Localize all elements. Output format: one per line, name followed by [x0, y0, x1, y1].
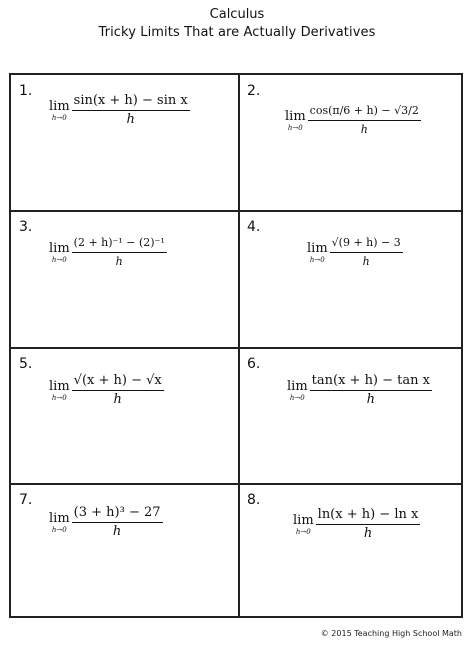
limit-operator: lim h→0	[287, 378, 308, 402]
numerator: √(x + h) − √x	[72, 373, 164, 391]
limit-operator: lim h→0	[293, 512, 314, 536]
problem-number: 2.	[247, 83, 261, 99]
problem-number: 1.	[19, 83, 33, 99]
denominator: h	[113, 392, 122, 407]
denominator: h	[362, 255, 370, 268]
numerator: ln(x + h) − ln x	[316, 507, 421, 525]
limit-operator: lim h→0	[49, 510, 70, 534]
difference-quotient	[72, 373, 164, 408]
page-subtitle: Tricky Limits That are Actually Derivatives	[98, 25, 376, 40]
difference-quotient	[310, 373, 432, 408]
grid-divider-row-1	[11, 210, 461, 212]
problem-number: 8.	[247, 492, 261, 508]
denominator: h	[366, 392, 375, 407]
limit-operator: lim h→0	[49, 240, 70, 264]
limit-operator: lim h→0	[49, 378, 70, 402]
grid-divider-row-2	[11, 347, 461, 349]
grid-divider-vertical	[238, 75, 240, 616]
denominator: h	[115, 255, 123, 268]
limit-operator: lim h→0	[307, 240, 328, 264]
problem-number: 3.	[19, 219, 33, 235]
problem-6-expression	[287, 373, 432, 408]
difference-quotient	[308, 103, 421, 138]
numerator: sin(x + h) − sin x	[72, 93, 190, 111]
denominator: h	[360, 123, 368, 136]
problem-5-expression	[49, 373, 164, 408]
difference-quotient	[316, 507, 421, 542]
difference-quotient	[72, 505, 163, 540]
limit-operator: lim h→0	[285, 108, 306, 132]
difference-quotient	[72, 93, 190, 128]
grid-divider-row-3	[11, 483, 461, 485]
numerator: tan(x + h) − tan x	[310, 373, 432, 391]
problem-grid	[9, 73, 463, 618]
denominator: h	[112, 524, 122, 539]
problem-1-expression	[49, 93, 190, 128]
problem-number: 4.	[247, 219, 261, 235]
difference-quotient	[72, 235, 167, 270]
problem-3-expression	[49, 235, 167, 270]
numerator: √(9 + h) − 3	[330, 235, 403, 253]
problem-number: 7.	[19, 492, 33, 508]
numerator: (2 + h)⁻¹ − (2)⁻¹	[72, 235, 167, 253]
problem-2-expression	[285, 103, 421, 138]
limit-operator: lim h→0	[49, 98, 70, 122]
denominator: h	[363, 526, 373, 541]
denominator: h	[126, 112, 135, 127]
problem-number: 5.	[19, 356, 33, 372]
difference-quotient	[330, 235, 403, 270]
page-title: Calculus	[209, 7, 265, 22]
problem-8-expression	[293, 507, 420, 542]
problem-7-expression	[49, 505, 163, 540]
numerator: cos(π/6 + h) − √3/2	[308, 103, 421, 121]
copyright-footer: © 2015 Teaching High School Math	[320, 629, 462, 638]
problem-number: 6.	[247, 356, 261, 372]
problem-4-expression	[307, 235, 403, 270]
numerator: (3 + h)³ − 27	[72, 505, 163, 523]
